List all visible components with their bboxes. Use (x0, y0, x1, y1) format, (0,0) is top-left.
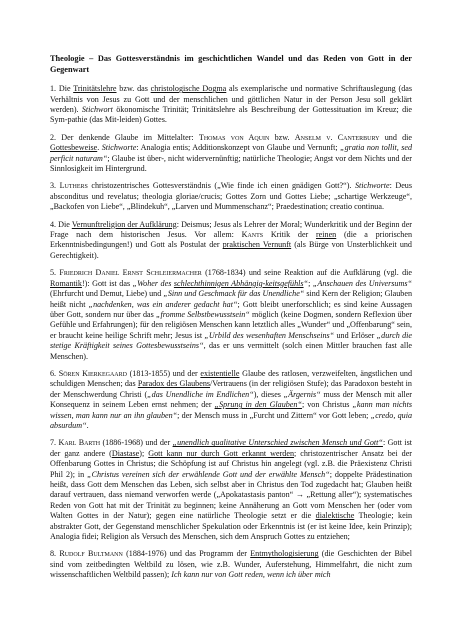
text-run: (die a priorischen Erkenntnisbedingungen!) und Gott als Postulat der (50, 230, 412, 250)
text-run: „Woher des (132, 278, 174, 288)
paragraph-list (50, 84, 412, 580)
text-run: (die Geschichten der Bibel sind vom zeitbedingten Weltbild zu lösen, wie z.B. Wunder, Auferstehung, Himmelfahrt, die nicht zum wissenschaftlichen Weltbild passen); (50, 549, 412, 580)
text-run: christozentrisches Gottesverständnis („Wie finde ich einen gnädigen Gott?“). (87, 181, 355, 191)
text-run: (Ehrfurcht und Demut, Liebe) und (50, 289, 164, 299)
text-run: 3. (50, 181, 60, 191)
text-run: Thomas von Aquin (198, 132, 270, 142)
text-run: Kants (241, 230, 264, 240)
text-run: : Gott ist der ganz andere ( (50, 438, 412, 458)
text-run: Theologie; kein abstrakter Gott, der Gegenstand menschlicher Spekulation oder Erkenntnis ist (er ist keine Idee, kein Prinzip); Analogia fidei; Religion als Versuch des Menschen, sich dem Anspruch Gottes zu entziehen; (50, 511, 412, 542)
text-run: Stichwort (81, 105, 113, 114)
text-run: ; Gott bleibt unerforschlich; es sind keine Aussagen über Gott, sondern nur über das (50, 299, 412, 319)
text-run: „Urbild des wesenhaften Menschseins“ (204, 330, 335, 340)
text-run: . (97, 143, 102, 153)
paragraph-8 (50, 549, 412, 580)
paragraph-4 (50, 220, 412, 262)
paragraph-3 (50, 181, 412, 212)
text-run: , das er uns vermittelt (solch einen Mittler brauchen fast alle Menschen). (50, 341, 412, 361)
text-run: Trinitätslehre (73, 84, 117, 94)
text-run: Stichworte (354, 181, 390, 191)
text-run: Vernunftreligion der Aufklärung (71, 219, 177, 229)
text-run: möglich (keine Dogmen, sondern Reflexion über Gefühle und Erfahrungen); für den religiösen Menschen kann letztlich alles „Wunder“ und „Offenbarung“ sein, er braucht keine heilige Schrift mehr; Jesus ist (50, 309, 412, 340)
text-run: ; christozentrischer Ansatz bei der Offenbarung Gottes in Christus; die Schöpfung ist auf Christus hin angelegt (vgl. z.B. die Präexistenz Christi Phil 2); in (50, 448, 412, 479)
text-run: praktischen Vernunft (222, 240, 292, 250)
text-run: dialektische (315, 511, 355, 521)
text-run: Rudolf Bultmann (59, 549, 123, 559)
text-run: Luthers (59, 181, 88, 191)
paragraph-6 (50, 369, 412, 431)
text-run: Diastase (111, 448, 140, 458)
text-run: (1886-1968) und der (100, 438, 173, 448)
text-run: bzw. (269, 132, 295, 142)
text-run: Paradox des Glaubens (137, 379, 211, 389)
text-run: „Sprung in den Glauben“ (214, 400, 302, 410)
text-run: . (86, 420, 89, 430)
text-run: 4. Die (50, 219, 72, 229)
text-run: „durch die stetige Kräftigkeit seines Gottesbewusstseins“ (50, 330, 412, 351)
text-run: als exemplarische und normative Schriftauslegung (das Verhältnis von Jesus zu Gott und der menschlichen und göttlichen Natur in der Person Jesu soll geklärt werden). (50, 84, 412, 114)
text-run: schlechthinnigen Abhängig-keitsgefühls (173, 278, 304, 288)
text-run: ); (139, 448, 149, 458)
document-title: Theologie – Das Gottesverständnis im geschichtlichen Wandel und das Reden von Gott in der Gegenwart (50, 54, 412, 74)
text-run: (1768-1834) und seine Reaktion auf die Aufklärung (vgl. die (201, 268, 413, 278)
text-run: : Deismus; Jesus als Lehrer der Moral; Wunderkritik und der Beginn der Frage nach dem historischen Jesus. Vor allem: (50, 219, 412, 240)
text-run: „nachdenken, was ein anderer gedacht hat“ (88, 299, 238, 309)
text-run: Glaube des ratlosen, verzweifelten, ängstlichen und schuldigen Menschen; das (50, 368, 413, 389)
text-run: Kritik der (263, 230, 316, 240)
document-body (50, 54, 412, 588)
text-run: „das Unendliche im Endlichen“ (147, 389, 254, 399)
text-run: (1813-1855) und der (126, 368, 201, 378)
text-run: „credo, quia absurdum“ (50, 410, 412, 430)
text-run: 5. (50, 268, 60, 278)
text-run: „fromme Selbstbewusstsein“ (156, 309, 250, 319)
text-run: „Christus vereinen sich der erwählende Gott und der erwählte Mensch“ (87, 469, 330, 479)
text-run: 1. Die (50, 84, 74, 94)
text-run: : Deus absconditus und revelatus; theologia gloriae/crucis; Gottes Zorn und Gottes Liebe; „schartige Werkzeuge“, „Backofen von Liebe“, „Blindekuh“, „Larven und Mummenschanz“; Praedestination; creatio continua. (50, 181, 412, 212)
text-run: ), dieses (253, 389, 284, 399)
paragraph-5 (50, 268, 412, 362)
text-run: Stichworte (101, 143, 137, 153)
text-run: bzw. das (116, 84, 151, 94)
text-run: “ (303, 278, 309, 288)
text-run: „Sinn und Geschmack für das Unendliche“ (163, 289, 305, 299)
text-run: Gott kann nur durch Gott erkannt werden (148, 448, 294, 458)
text-run: „unendlich qualitative Unterschied zwischen Mensch und Gott“ (172, 438, 383, 448)
text-run: 2. Der denkende Glaube im Mittelalter: (50, 132, 199, 142)
text-run: „Ärgernis“ (283, 389, 321, 399)
text-run: Entmythologisierung (250, 549, 319, 559)
text-run: „gratia non tollit, sed perficit naturam“ (50, 143, 413, 163)
text-run: „kann man nichts wissen, man kann nur an ihn glauben“ (50, 400, 412, 420)
text-run: existentielle (200, 368, 240, 378)
text-run: (1884-1976) und das Programm der (122, 549, 251, 559)
text-run: ökonomische Trinität; Trinitätslehre als Beschreibung der Gottessituation im Kreuz; die Sym-pathie (das Mit-leiden) Gottes. (50, 105, 412, 125)
text-run: ; von Christus (301, 400, 353, 410)
text-run: ; der Mensch muss in „Furcht und Zittern“ vor Gott leben; (177, 410, 371, 420)
text-run: ; doppelte Prädestination heißt, dass Gott dem Menschen das Leben, sich selbst aber in Christus den Tod zugedacht hat; Glauben heißt darauf vertrauen, dass niemand verworfen werde („Apokatastasis panton“ → „Rettung aller“); systematisches Reden von Gott hat mit der Trinität zu beginnen; keine Annäherung an Gott vom Menschen her (oder vom Walten Gottes in der Natur); gegen eine natürliche Theologie setzt er die (50, 469, 412, 521)
paragraph-1 (50, 84, 412, 126)
text-run: sind Kern der Religion; Glauben heißt nicht (50, 289, 412, 309)
paragraph-7 (50, 438, 412, 542)
text-run: Gottesbeweise (50, 143, 98, 153)
text-run: Sören Kierkegaard (58, 368, 127, 378)
text-run: 8. (50, 549, 60, 559)
text-run: christologische Dogma (150, 84, 227, 94)
text-run: reinen (315, 230, 337, 240)
text-run: Romantik (50, 278, 82, 288)
text-run: Ich kann nur von Gott reden, wenn ich über mich (171, 570, 331, 580)
text-run: und die (379, 132, 413, 142)
text-run: ; (308, 278, 313, 288)
text-run: : Analogia entis; Additionskonzept von Glaube und Vernunft; (136, 143, 341, 153)
text-run: /Vertrauens (in der religiösen Stufe); das Paradoxon besteht in der Menschwerdung Christi ( (50, 379, 412, 399)
text-run: „Anschauen des Universums“ (312, 278, 412, 288)
text-run: 7. (50, 438, 59, 448)
text-run: !): Gott ist das (81, 278, 133, 288)
text-run: Anselm v. Canterbury (294, 132, 380, 142)
text-run: muss der Mensch mit aller Konsequenz in seinem Leben ernst nehmen; der (50, 389, 413, 410)
text-run: Karl Barth (58, 438, 101, 448)
text-run: Friedrich Daniel Ernst Schleiermacher (59, 268, 202, 278)
text-run: und Erlöser (334, 330, 377, 340)
text-run: ; Glaube ist über-, nicht widervernünftig; natürliche Theologie; Angst vor dem Nichts und der Sinnlosigkeit im Hintergrund. (50, 153, 412, 174)
paragraph-2 (50, 133, 412, 175)
text-run: 6. (50, 368, 59, 378)
text-run: (als Bürge von Unsterblichkeit und Gerechtigkeit). (50, 240, 412, 260)
